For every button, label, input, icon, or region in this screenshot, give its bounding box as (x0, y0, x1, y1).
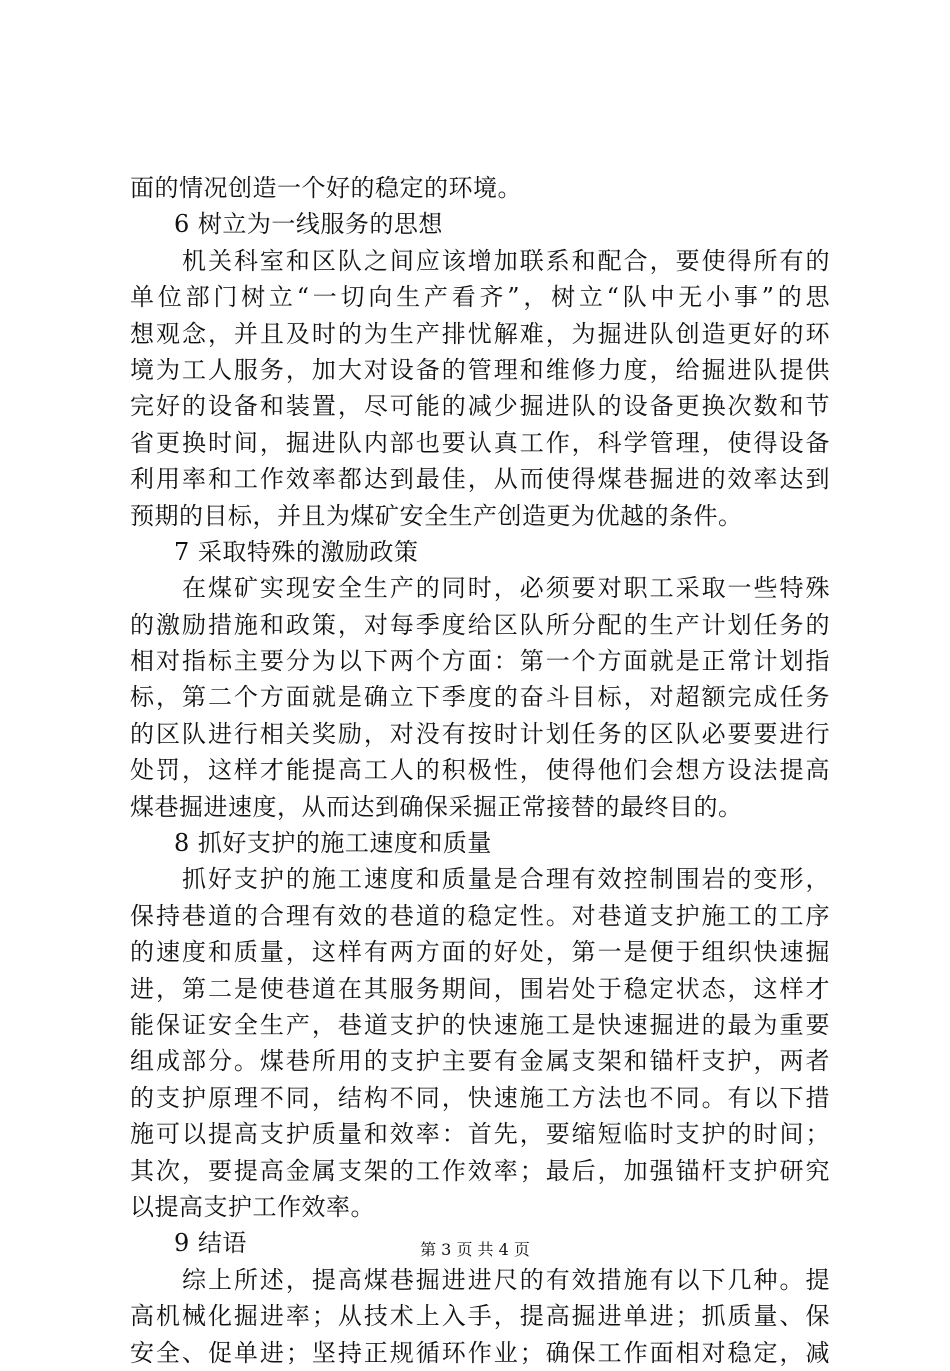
section-heading: 9 结语 (174, 1229, 247, 1258)
section-heading: 6 树立为一线服务的思想 (174, 210, 443, 239)
text-line: 的激励措施和政策，对每季度给区队所分配的生产计划任务的 (130, 610, 830, 639)
page-footer: 第 3 页 共 4 页 (420, 1240, 530, 1259)
text-line: 以提高支护工作效率。 (130, 1192, 375, 1221)
text-line: 煤巷掘进速度，从而达到确保采掘正常接替的最终目的。 (130, 792, 743, 821)
text-line: 面的情况创造一个好的稳定的环境。 (130, 174, 522, 202)
text-line: 想观念，并且及时的为生产排忧解难，为掘进队创造更好的环 (130, 319, 830, 348)
text-line: 高机械化掘进率；从技术上入手，提高掘进单进；抓质量、保 (130, 1302, 830, 1331)
text-line: 完好的设备和装置，尽可能的减少掘进队的设备更换次数和节 (130, 392, 830, 421)
text-line: 综上所述，提高煤巷掘进进尺的有效措施有以下几种。提 (182, 1265, 830, 1294)
text-line: 单位部门树立“一切向生产看齐”，树立“队中无小事”的思 (130, 283, 830, 312)
text-line: 境为工人服务，加大对设备的管理和维修力度，给掘进队提供 (130, 355, 830, 384)
text-line: 其次，要提高金属支架的工作效率；最后，加强锚杆支护研究 (130, 1156, 830, 1185)
text-line: 保持巷道的合理有效的巷道的稳定性。对巷道支护施工的工序 (130, 901, 830, 930)
text-line: 施可以提高支护质量和效率：首先，要缩短临时支护的时间； (130, 1120, 830, 1149)
text-line: 利用率和工作效率都达到最佳，从而使得煤巷掘进的效率达到 (130, 465, 830, 494)
text-line: 相对指标主要分为以下两个方面：第一个方面就是正常计划指 (130, 647, 830, 676)
text-line: 预期的目标，并且为煤矿安全生产创造更为优越的条件。 (130, 501, 743, 530)
section-heading: 7 采取特殊的激励政策 (174, 537, 419, 566)
text-line: 标，第二个方面就是确立下季度的奋斗目标，对超额完成任务 (130, 683, 830, 712)
text-line: 抓好支护的施工速度和质量是合理有效控制围岩的变形， (182, 865, 830, 894)
text-line: 的支护原理不同，结构不同，快速施工方法也不同。有以下措 (130, 1083, 830, 1112)
text-line: 进，第二是使巷道在其服务期间，围岩处于稳定状态，这样才 (130, 974, 830, 1003)
text-line: 处罚，这样才能提高工人的积极性，使得他们会想方设法提高 (130, 756, 830, 785)
section-heading: 8 抓好支护的施工速度和质量 (174, 829, 492, 858)
text-line: 省更换时间，掘进队内部也要认真工作，科学管理，使得设备 (130, 428, 830, 457)
text-line: 的区队进行相关奖励，对没有按时计划任务的区队必要要进行 (130, 719, 830, 748)
text-line: 在煤矿实现安全生产的同时，必须要对职工采取一些特殊 (182, 574, 830, 603)
body-text (130, 170, 830, 1371)
text-line: 组成部分。煤巷所用的支护主要有金属支架和锚杆支护，两者 (130, 1047, 830, 1076)
text-line: 安全、促单进；坚持正规循环作业；确保工作面相对稳定，减 (130, 1338, 830, 1367)
text-line: 机关科室和区队之间应该增加联系和配合，要使得所有的 (182, 246, 830, 275)
text-line: 的速度和质量，这样有两方面的好处，第一是便于组织快速掘 (130, 938, 830, 967)
text-line: 能保证安全生产，巷道支护的快速施工是快速掘进的最为重要 (130, 1010, 830, 1039)
